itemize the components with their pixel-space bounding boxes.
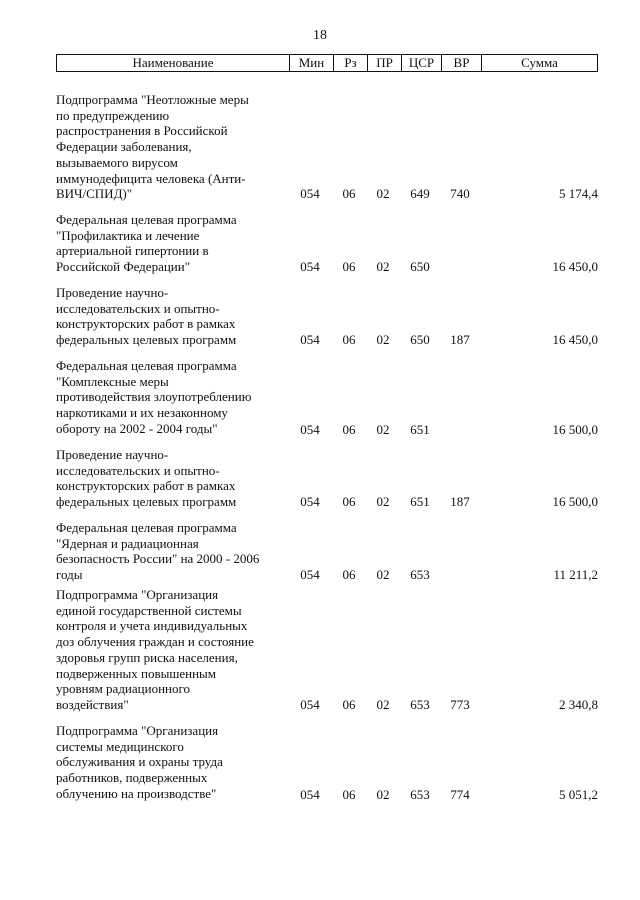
row-sum: 5 174,4	[559, 186, 598, 202]
row-vr: 740	[450, 186, 470, 202]
row-rz: 06	[342, 186, 356, 202]
row-sum: 2 340,8	[559, 697, 598, 713]
header-rz: Рз	[333, 55, 367, 71]
header-csr: ЦСР	[401, 55, 441, 71]
row-min: 054	[300, 259, 320, 275]
row-rz: 06	[342, 697, 356, 713]
row-rz: 06	[342, 494, 356, 510]
table-row	[56, 212, 598, 275]
row-min: 054	[300, 567, 320, 583]
header-name: Наименование	[132, 55, 214, 70]
row-vr: 187	[450, 494, 470, 510]
row-csr: 651	[410, 494, 430, 510]
row-min: 054	[300, 494, 320, 510]
row-csr: 650	[410, 259, 430, 275]
row-min: 054	[300, 332, 320, 348]
row-sum: 16 450,0	[552, 332, 598, 348]
row-name: Федеральная целевая программа "Профилактика и лечение артериальной гипертонии в Российской Федерации"	[56, 212, 237, 275]
row-min: 054	[300, 422, 320, 438]
table-header	[56, 54, 598, 72]
header-pr: ПР	[367, 55, 401, 71]
row-pr: 02	[376, 332, 390, 348]
row-sum: 16 500,0	[552, 422, 598, 438]
row-name: Проведение научно- исследовательских и опытно- конструкторских работ в рамках федеральных целевых программ	[56, 447, 237, 510]
row-vr: 187	[450, 332, 470, 348]
table-row	[56, 723, 598, 803]
row-pr: 02	[376, 494, 390, 510]
row-sum: 16 450,0	[552, 259, 598, 275]
table-row	[56, 587, 598, 713]
row-name: Федеральная целевая программа "Ядерная и радиационная безопасность России" на 2000 - 2006 годы	[56, 520, 260, 583]
header-sum: Сумма	[481, 55, 597, 71]
row-min: 054	[300, 697, 320, 713]
row-min: 054	[300, 186, 320, 202]
table-row	[56, 285, 598, 348]
row-csr: 653	[410, 567, 430, 583]
row-min: 054	[300, 787, 320, 803]
row-rz: 06	[342, 332, 356, 348]
row-csr: 653	[410, 697, 430, 713]
row-vr: 774	[450, 787, 470, 803]
table-row	[56, 92, 598, 202]
row-sum: 11 211,2	[553, 567, 598, 583]
row-csr: 651	[410, 422, 430, 438]
header-min: Мин	[289, 55, 333, 71]
row-csr: 650	[410, 332, 430, 348]
row-pr: 02	[376, 697, 390, 713]
row-rz: 06	[342, 787, 356, 803]
row-name: Подпрограмма "Организация системы медицинского обслуживания и охраны труда работников, подверженных облучению на производстве"	[56, 723, 223, 801]
row-pr: 02	[376, 787, 390, 803]
row-pr: 02	[376, 567, 390, 583]
table-row	[56, 447, 598, 510]
row-pr: 02	[376, 186, 390, 202]
row-name: Подпрограмма "Организация единой государственной системы контроля и учета индивидуальных доз облучения граждан и состояние здоровья групп риска населения, подверженных повышенным уровням радиационного воздействия"	[56, 587, 254, 712]
row-csr: 653	[410, 787, 430, 803]
row-rz: 06	[342, 567, 356, 583]
table-row	[56, 520, 598, 583]
row-vr: 773	[450, 697, 470, 713]
table-row	[56, 358, 598, 438]
row-sum: 16 500,0	[552, 494, 598, 510]
row-pr: 02	[376, 259, 390, 275]
row-pr: 02	[376, 422, 390, 438]
row-name: Федеральная целевая программа "Комплексные меры противодействия злоупотреблению наркотиками и их незаконному обороту на 2002 - 2004 годы"	[56, 358, 252, 436]
row-rz: 06	[342, 259, 356, 275]
row-csr: 649	[410, 186, 430, 202]
header-vr: ВР	[441, 55, 481, 71]
row-sum: 5 051,2	[559, 787, 598, 803]
row-rz: 06	[342, 422, 356, 438]
row-name: Проведение научно- исследовательских и опытно- конструкторских работ в рамках федеральных целевых программ	[56, 285, 237, 348]
page-number: 18	[313, 28, 327, 43]
row-name: Подпрограмма "Неотложные меры по предупреждению распространения в Российской Федерации заболевания, вызываемого вирусом иммунодефицита человека (Анти- ВИЧ/СПИД)"	[56, 92, 249, 202]
